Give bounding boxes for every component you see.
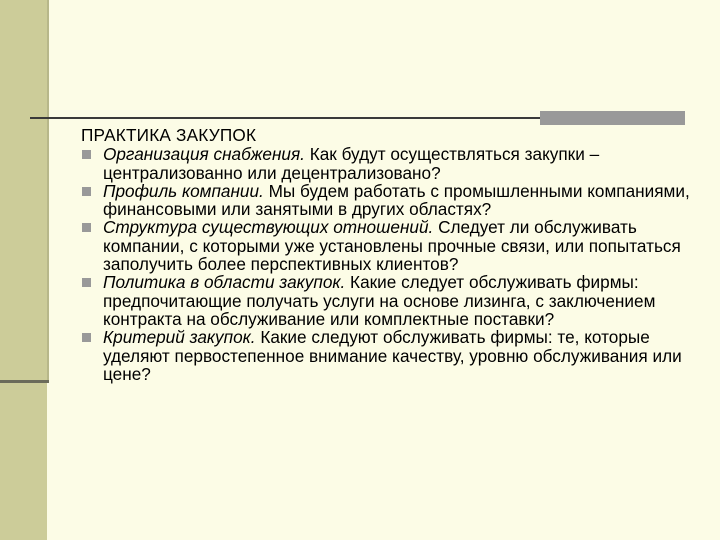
square-bullet-icon — [82, 187, 91, 196]
list-item — [81, 182, 691, 219]
list-item — [81, 328, 691, 383]
square-bullet-icon — [82, 223, 91, 232]
bullet-list — [81, 145, 691, 383]
item-term: Профиль компании. — [103, 180, 264, 201]
item-text: Мы будем работать с промышленными компаниями, финансовыми или занятыми в других областях? — [103, 180, 690, 220]
list-item — [81, 218, 691, 273]
slide-content — [81, 126, 691, 383]
item-term: Организация снабжения. — [103, 144, 305, 165]
item-text: Какие следуют обслуживать фирмы: те, которые уделяют первостепенное внимание качеству, уровню обслуживания или цене? — [103, 327, 682, 384]
item-text: Как будут осуществляться закупки – централизованно или децентрализовано? — [103, 144, 600, 183]
item-text: Какие следует обслуживать фирмы: предпочитающие получать услуги на основе лизинга, с заключением контракта на обслуживание или комплектные поставки? — [103, 272, 656, 329]
square-bullet-icon — [82, 278, 91, 287]
item-term: Критерий закупок. — [103, 327, 256, 348]
left-band-tick — [0, 380, 49, 383]
slide-title: ПРАКТИКА ЗАКУПОК — [81, 125, 257, 145]
item-text: Следует ли обслуживать компании, с которыми уже установлены прочные связи, или попытаться заполучить более перспективных клиентов? — [103, 217, 681, 275]
square-bullet-icon — [82, 150, 91, 159]
left-band-edge — [47, 0, 49, 383]
item-term: Политика в области закупок. — [103, 272, 346, 293]
list-item — [81, 145, 691, 182]
title-divider-accent — [540, 111, 685, 125]
left-decorative-band — [0, 0, 47, 540]
square-bullet-icon — [82, 333, 91, 342]
item-term: Структура существующих отношений. — [103, 217, 434, 238]
list-item — [81, 273, 691, 328]
